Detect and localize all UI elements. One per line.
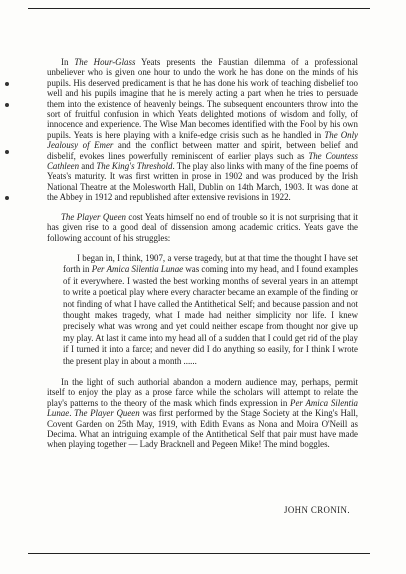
bottom-rule [28, 553, 370, 554]
text-run: . [69, 408, 75, 419]
margin-mark [5, 150, 9, 154]
italic-title: The Only Jealousy of Emer [47, 129, 358, 151]
italic-title: The Countess Cathleen [47, 150, 358, 172]
text-run: cost Yeats himself no end of trouble so it is not surprising that it has given rise to a good deal of dissension among academic critics. Yeats gave the following account of his struggles: [47, 211, 358, 243]
text-run: In the light of such authorial abandon a modern audience may, perhaps, permit itself to enjoy the play as a prose farce while the scholars will attempt to relate the play's patterns to the theory of the mask which finds expression in [47, 376, 358, 408]
text-run: and the conflict between matter and spirit, between belief and disbelif, evokes lines powerfully reminiscent of earlier plays such as [47, 140, 358, 161]
yeats-quotation [47, 253, 358, 367]
margin-mark [5, 82, 9, 86]
italic-title: The Player Queen [74, 408, 140, 419]
text-run: Yeats presents the Faustian dilemma of a professional unbeliever who is given one hour to undo the work he has done on the minds of his pupils. His deserved predicament is that he has done his work of teaching disbelief too well and his pupils imagine that he is merely acting a part when he tries to persuade them into the existence of heavenly beings. The subsequent encounters throw into the sort of fruitful confusion in which Yeats delighted motions of wisdom and folly, of innocence and experience. The Wise Man becomes identified with the Fool by his own pupils. Yeats is here playing with a knife-edge crisis such as he handled in [47, 57, 358, 140]
text-run: was first performed by the Stage Society at the King's Hall, Covent Garden on 25th May, 1919, with Edith Evans as Nona and Moira O'Neill as Decima. What an intriguing example of the Antithetical Self that pair must have made when playing together — Lady Bracknell and Pegeen Mike! The mind boggles. [47, 408, 358, 450]
italic-title: The Hour-Glass [74, 57, 136, 67]
article-body [47, 57, 358, 450]
margin-mark [5, 103, 9, 107]
top-rule [28, 8, 370, 9]
text-run: I began in, I think, 1907, a verse tragedy, but at that time the thought I have set forth in [63, 252, 358, 275]
italic-title: Per Amica Silentia Lunae [91, 264, 184, 275]
italic-title: The Player Queen [61, 211, 126, 222]
italic-title: The King's Threshold [96, 161, 173, 172]
paragraph-hour-glass [47, 57, 358, 203]
text-run: and [79, 161, 97, 172]
text-run: . The play also links with many of the fine poems of Yeats's maturity. It was first written in prose in 1902 and was produced by the Irish National Theatre at the Molesworth Hall, Dublin on 14th March, 1903. It was done at the Abbey in 1912 and republished after extensive revisions in 1922. [47, 161, 358, 203]
paragraph-player-queen [47, 212, 358, 243]
text-run: was coming into my head, and I found examples of it everywhere. I wasted the best working months of several years in an attempt to write a poetical play where every character became an example of the finding or not finding of what I have called the Antithetical Self; and because passion and not thought makes tragedy, what I made had neither simplicity nor life. I knew precisely what was wrong and yet could neither escape from thought nor give up my play. At last it came into my head all of a sudden that I could get rid of the play if I turned it into a farce; and never did I do anything so easily, for I think I wrote the present play in about a month ...... [63, 264, 358, 366]
italic-title: Per Amica Silentia Lunae [47, 397, 358, 419]
margin-mark [5, 196, 9, 200]
author-signature: JOHN CRONIN. [284, 505, 350, 515]
paragraph-conclusion [47, 377, 358, 450]
text-run: In [61, 57, 75, 67]
